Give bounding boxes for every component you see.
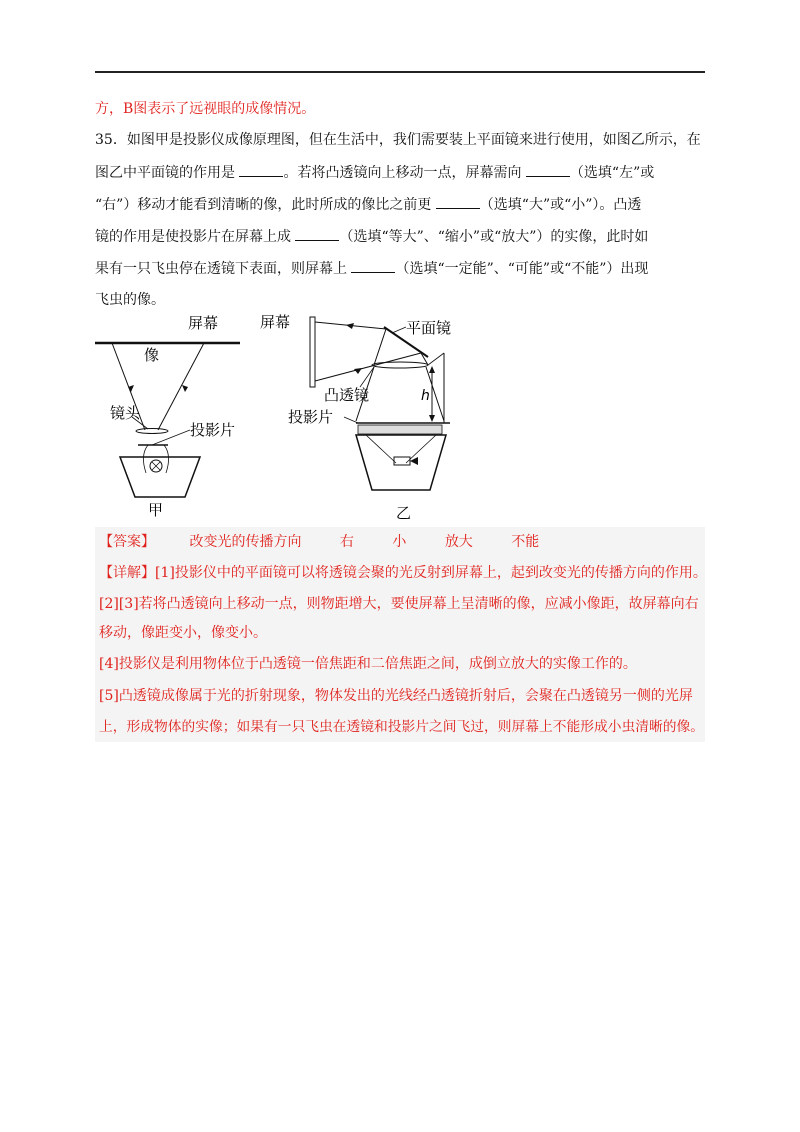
yi-arrow-top xyxy=(346,323,354,329)
blank-5 xyxy=(351,260,395,273)
detail-line-6: 上，形成物体的实像；如果有一只飞虫在透镜和投影片之间飞过，则屏幕上不能形成小虫清晰的像。 xyxy=(99,719,705,735)
question-line-3: “右”）移动才能看到清晰的像，此时所成的像比之前更 （选填“大”或“小”）。凸透 xyxy=(95,197,642,213)
jia-slide-label: 投影片 xyxy=(190,421,236,439)
jia-slide-pointer xyxy=(152,430,190,445)
yi-mirror-label: 平面镜 xyxy=(406,319,452,337)
jia-screen-label: 屏幕 xyxy=(188,314,219,332)
yi-light-left xyxy=(366,435,396,463)
yi-ray-down-left xyxy=(374,329,386,365)
detail-line-4: [4]投影仪是利用物体位于凸透镜一倍焦距和二倍焦距之间，成倒立放大的实像工作的。 xyxy=(99,656,637,672)
yi-lens-label: 凸透镜 xyxy=(324,386,370,404)
yi-mirror-pointer xyxy=(392,327,406,333)
blank-4 xyxy=(295,228,339,241)
detail-line-2: [2][3]若将凸透镜向上移动一点，则物距增大，要使屏幕上呈清晰的像，应减小像距，故屏幕向右 xyxy=(99,596,699,612)
question-line-1: 35．如图甲是投影仪成像原理图，但在生活中，我们需要装上平面镜来进行使用，如图乙所示，在 xyxy=(95,132,701,148)
jia-lens xyxy=(136,429,168,434)
answer-item-3: 小 xyxy=(392,534,407,550)
detail-line-3: 移动，像距变小，像变小。 xyxy=(99,625,267,641)
answer-item-1: 改变光的传播方向 xyxy=(189,534,302,550)
detail-line-5: [5]凸透镜成像属于光的折射现象，物体发出的光线经凸透镜折射后，会聚在凸透镜另一侧的光屏 xyxy=(99,688,693,704)
yi-convex-lens xyxy=(372,362,428,368)
figure-jia xyxy=(90,305,250,520)
previous-answer-tail: 方，B图表示了远视眼的成像情况。 xyxy=(95,101,316,117)
yi-screen xyxy=(310,317,315,387)
detail-line-1: 【详解】[1]投影仪中的平面镜可以将透镜会聚的光反射到屏幕上，起到改变光的传播方向的作用。 xyxy=(99,565,707,581)
jia-projector-body xyxy=(120,457,200,497)
jia-lens-label: 镜头 xyxy=(110,404,141,422)
question-line-2: 图乙中平面镜的作用是 。若将凸透镜向上移动一点，屏幕需向 （选填“左”或 xyxy=(95,165,655,181)
yi-lens-bracket xyxy=(428,353,444,365)
figure-yi xyxy=(258,305,478,523)
yi-ray-bottom xyxy=(315,353,421,381)
header-rule xyxy=(95,71,705,73)
question-line-6: 飞虫的像。 xyxy=(95,292,165,308)
yi-h-arrow-top xyxy=(429,366,435,373)
jia-light-right xyxy=(164,445,169,473)
question-line-4: 镜的作用是使投影片在屏幕上成 （选填“等大”、“缩小”或“放大”）的实像，此时如 xyxy=(95,229,649,245)
question-line-5: 果有一只飞虫停在透镜下表面，则屏幕上 （选填“一定能”、“可能”或“不能”）出现 xyxy=(95,261,649,277)
jia-caption: 甲 xyxy=(148,501,164,519)
blank-1 xyxy=(239,164,283,177)
jia-light-left xyxy=(143,445,148,473)
yi-slide-label: 投影片 xyxy=(288,408,334,426)
yi-arrow-bottom xyxy=(354,368,362,374)
yi-lens-pointer xyxy=(360,367,374,387)
answer-line xyxy=(99,533,539,551)
answer-item-2: 右 xyxy=(339,534,354,550)
yi-condenser xyxy=(358,425,442,434)
yi-projector-body xyxy=(356,435,446,490)
blank-3 xyxy=(436,196,480,209)
blank-2 xyxy=(526,164,570,177)
answer-item-5: 不能 xyxy=(511,534,540,550)
yi-caption: 乙 xyxy=(396,504,412,522)
answer-label: 【答案】 xyxy=(99,534,155,550)
yi-screen-label: 屏幕 xyxy=(260,313,291,331)
jia-image-label: 像 xyxy=(144,346,160,364)
jia-ray-right xyxy=(158,343,204,430)
yi-h-label: h xyxy=(421,388,430,404)
yi-h-arrow-bottom xyxy=(429,415,435,422)
answer-item-4: 放大 xyxy=(444,534,473,550)
jia-arrow-right xyxy=(182,385,188,392)
